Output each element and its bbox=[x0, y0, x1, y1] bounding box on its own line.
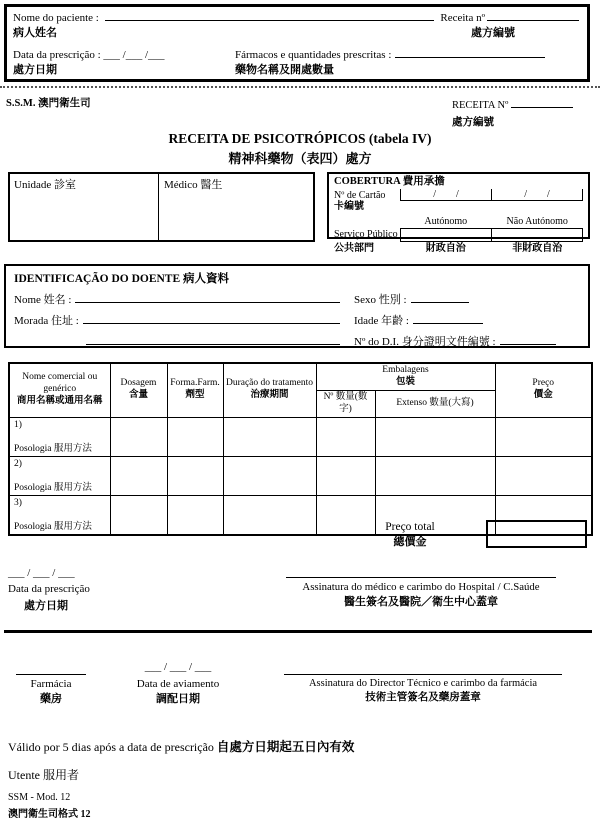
patient-name-label-zh: 病人姓名 bbox=[13, 27, 57, 39]
autonomo-checkbox bbox=[400, 228, 492, 242]
form-title-zh: 精神科藥物（表四）處方 bbox=[228, 151, 372, 166]
drug-row-1-number: 1) bbox=[14, 419, 22, 430]
doctor-date-label-pt: Data da prescrição bbox=[8, 583, 90, 595]
doctor-date-slashes: ___ / ___ / ___ bbox=[8, 567, 75, 579]
prescription-date-line bbox=[13, 49, 235, 61]
receita-number-label-pt: RECEITA Nº bbox=[452, 100, 509, 111]
pharmacy-block bbox=[8, 674, 94, 706]
nome-label: Nome 姓名 : bbox=[14, 294, 72, 306]
validity-note-zh: 自處方日期起五日內有效 bbox=[216, 740, 355, 754]
preco-total-label bbox=[335, 521, 485, 549]
medico-cell bbox=[159, 174, 313, 240]
nao-autonomo-label-zh: 非財政自治 bbox=[512, 243, 563, 255]
preco-total-box bbox=[486, 520, 587, 548]
cobertura-title: COBERTURA 費用承擔 bbox=[334, 176, 445, 187]
form-model-zh: 澳門衛生司格式 12 bbox=[8, 809, 91, 820]
director-signature-line bbox=[284, 674, 562, 675]
director-signature-caption-zh: 技術主管簽名及藥房蓋章 bbox=[365, 692, 481, 703]
sexo-label: Sexo 性別 : bbox=[354, 294, 407, 306]
nao-autonomo-checkbox bbox=[492, 228, 583, 242]
section-divider-line bbox=[4, 630, 592, 633]
form-model-pt: SSM - Mod. 12 bbox=[8, 792, 71, 803]
drug-row-1-dosagem-cell bbox=[110, 417, 167, 456]
autonomo-header: Autónomo bbox=[424, 215, 468, 227]
form-title-pt: RECEITA DE PSICOTRÓPICOS (tabela IV) bbox=[168, 131, 432, 146]
prescription-date-label-pt: Data da prescrição : bbox=[13, 49, 101, 61]
card-number-field bbox=[400, 189, 583, 201]
col-header-preco: Preço 價金 bbox=[495, 363, 592, 417]
prescription-date-slashes: ___ /___ /___ bbox=[103, 49, 165, 61]
drug-row-2-number: 2) bbox=[14, 458, 22, 469]
idade-field bbox=[413, 313, 483, 324]
drug-row-2-num-cell bbox=[316, 456, 375, 495]
col-header-dosagem: Dosagem 含量 bbox=[110, 363, 167, 417]
doctor-date-label-zh: 處方日期 bbox=[24, 600, 68, 612]
di-number-label: Nº do D.I. 身分證明文件編號 : bbox=[354, 336, 496, 348]
drug-row-2-extenso-cell bbox=[375, 456, 495, 495]
unidade-label: Unidade 診室 bbox=[14, 179, 77, 191]
validity-note-pt: Válido por 5 dias após a data de prescrição bbox=[8, 740, 214, 754]
drug-row-3-posologia: Posologia 服用方法 bbox=[14, 521, 92, 532]
drug-row-1 bbox=[9, 417, 592, 456]
patient-name-field bbox=[105, 10, 435, 21]
receita-number-label-zh: 處方編號 bbox=[452, 117, 494, 128]
dispense-date-block bbox=[116, 661, 240, 706]
doctor-signature-caption-zh: 醫生簽名及醫院／衛生中心蓋章 bbox=[344, 596, 498, 608]
doctor-signature-caption-pt: Assinatura do médico e carimbo do Hospital / C.Saúde bbox=[302, 581, 540, 593]
nao-autonomo-header: Não Autónomo bbox=[506, 215, 568, 227]
drug-row-2-forma-cell bbox=[167, 456, 223, 495]
col-header-duracao: Duração do tratamento 治療期間 bbox=[223, 363, 316, 417]
prescription-date-label-zh: 處方日期 bbox=[13, 64, 57, 76]
receita-number-block bbox=[452, 97, 573, 129]
doctor-signature-block bbox=[286, 567, 556, 609]
servico-publico-label-pt: Serviço Público bbox=[334, 229, 398, 241]
drugs-label-pt: Fármacos e quantidades prescritas : bbox=[235, 49, 392, 61]
col-header-num: Nº 數量(數字) bbox=[316, 390, 375, 417]
form-title bbox=[0, 131, 600, 167]
drug-row-2-dosagem-cell bbox=[110, 456, 167, 495]
servico-publico-label-zh: 公共部門 bbox=[334, 243, 374, 255]
doctor-signature-line bbox=[286, 567, 556, 578]
di-number-field bbox=[500, 334, 556, 345]
preco-total-label-pt: Preço total bbox=[385, 521, 435, 533]
drug-row-3-dosagem-cell bbox=[110, 495, 167, 535]
card-number-right: / / bbox=[491, 189, 582, 200]
drug-row-1-extenso-cell bbox=[375, 417, 495, 456]
card-number-left: / / bbox=[433, 189, 459, 201]
drugs-field bbox=[395, 47, 545, 58]
ssm-department-label: S.S.M. 澳門衛生司 bbox=[6, 98, 91, 109]
drug-row-2-duracao-cell bbox=[223, 456, 316, 495]
nome-field bbox=[75, 292, 340, 303]
patient-name-label-pt: Nome do paciente : bbox=[13, 12, 99, 24]
receita-no-label-pt: Receita nº bbox=[440, 12, 485, 24]
dispense-date-label-zh: 調配日期 bbox=[156, 693, 200, 705]
form-model-block bbox=[8, 792, 91, 820]
col-header-embalagens: Embalagens 包裝 bbox=[316, 363, 495, 390]
col-header-nome: Nome comercial ou genérico 商用名稱或通用名稱 bbox=[9, 363, 110, 417]
drug-row-1-duracao-cell bbox=[223, 417, 316, 456]
drug-row-3-duracao-cell bbox=[223, 495, 316, 535]
director-signature-block bbox=[284, 674, 562, 704]
director-signature-caption-pt: Assinatura do Director Técnico e carimbo da farmácia bbox=[308, 678, 538, 689]
unidade-cell bbox=[10, 174, 159, 240]
drug-table bbox=[8, 362, 593, 536]
idade-label: Idade 年齡 : bbox=[354, 315, 409, 327]
col-header-forma: Forma.Farm. 劑型 bbox=[167, 363, 223, 417]
col-header-extenso: Extenso 數量(大寫) bbox=[375, 390, 495, 417]
receita-number-field bbox=[511, 97, 573, 108]
drug-row-1-preco-cell bbox=[495, 417, 592, 456]
preco-total-label-zh: 總價金 bbox=[393, 536, 427, 548]
dispense-date-label-pt: Data de aviamento bbox=[136, 678, 220, 690]
drug-row-1-num-cell bbox=[316, 417, 375, 456]
pharmacy-label-pt: Farmácia bbox=[30, 678, 72, 690]
drug-row-3-number: 3) bbox=[14, 497, 22, 508]
morada-label: Morada 住址 : bbox=[14, 315, 79, 327]
drug-row-3-forma-cell bbox=[167, 495, 223, 535]
drug-row-2-preco-cell bbox=[495, 456, 592, 495]
drug-row-2 bbox=[9, 456, 592, 495]
morada-field-line2 bbox=[86, 334, 340, 345]
utente-label: Utente 服用者 bbox=[8, 768, 79, 782]
doctor-date-block bbox=[8, 567, 90, 613]
morada-field bbox=[83, 313, 340, 324]
sexo-field bbox=[411, 292, 469, 303]
patient-stub-box bbox=[4, 4, 590, 82]
receita-no-field bbox=[487, 10, 579, 21]
patient-identification-box bbox=[4, 264, 590, 348]
pharmacy-label-zh: 藥房 bbox=[40, 693, 62, 705]
validity-note bbox=[8, 737, 354, 755]
drugs-label-zh: 藥物名稱及開處數量 bbox=[235, 64, 334, 76]
card-number-label-zh: 卡編號 bbox=[334, 201, 364, 213]
unit-doctor-box bbox=[8, 172, 315, 242]
perforation-dotted-line bbox=[0, 86, 600, 88]
drug-row-2-posologia: Posologia 服用方法 bbox=[14, 482, 92, 493]
pharmacy-signature-line bbox=[16, 674, 86, 675]
medico-label: Médico 醫生 bbox=[164, 179, 223, 191]
cobertura-box bbox=[327, 172, 590, 255]
drug-row-1-forma-cell bbox=[167, 417, 223, 456]
drug-row-1-posologia: Posologia 服用方法 bbox=[14, 443, 92, 454]
dispense-date-slashes: ___ / ___ / ___ bbox=[144, 661, 212, 673]
card-number-label-pt: Nº de Cartão bbox=[334, 189, 386, 201]
receita-no-label-zh: 處方編號 bbox=[471, 27, 515, 39]
identification-title: IDENTIFICAÇÃO DO DOENTE 病人資料 bbox=[14, 273, 230, 285]
autonomo-label-zh: 財政自治 bbox=[425, 243, 466, 255]
